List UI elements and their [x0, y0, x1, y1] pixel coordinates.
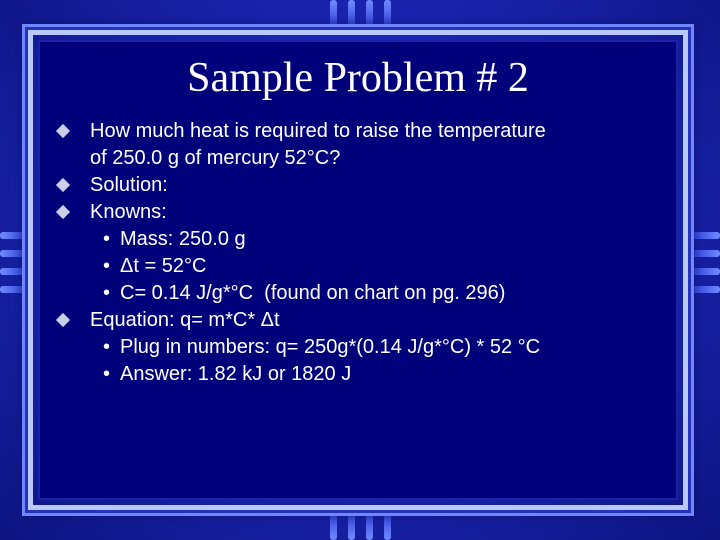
- slide-title: Sample Problem # 2: [187, 55, 529, 101]
- sub-bullet-text: Δt = 52°C: [120, 255, 207, 277]
- sub-bullet-answer: [56, 361, 666, 388]
- sub-bullet-delta-t: [56, 253, 666, 280]
- sub-bullet-text: Plug in numbers: q= 250g*(0.14 J/g*°C) * 52 °C: [120, 336, 541, 358]
- stripe-right-1: [690, 232, 720, 239]
- sub-bullet-text: Answer: 1.82 kJ or 1820 J: [120, 363, 352, 385]
- stripe-top-4: [384, 0, 391, 30]
- diamond-bullet-icon: [56, 178, 70, 192]
- stripe-top-3: [366, 0, 373, 30]
- sub-bullet-mass: [56, 226, 666, 253]
- stripe-right-2: [690, 250, 720, 257]
- stripe-top-1: [330, 0, 337, 30]
- dot-bullet-icon: •: [103, 363, 111, 385]
- bullet-text: Knowns:: [90, 201, 167, 223]
- stripe-top-2: [348, 0, 355, 30]
- sub-bullet-plug-in: [56, 334, 666, 361]
- stripe-left-2: [0, 250, 30, 257]
- bullet-knowns: [56, 199, 666, 226]
- stripe-bottom-3: [366, 510, 373, 540]
- dot-bullet-icon: •: [103, 255, 111, 277]
- bullet-text: of 250.0 g of mercury 52°C?: [90, 147, 341, 169]
- stripe-left-1: [0, 232, 30, 239]
- sub-bullet-text: C= 0.14 J/g*°C (found on chart on pg. 296): [120, 282, 506, 304]
- bullet-solution: [56, 172, 666, 199]
- dot-bullet-icon: •: [103, 282, 111, 304]
- stripe-right-4: [690, 286, 720, 293]
- bullet-text: Solution:: [90, 174, 168, 196]
- slide-content: [56, 118, 666, 388]
- stripe-bottom-1: [330, 510, 337, 540]
- dot-bullet-icon: •: [103, 228, 111, 250]
- stripe-left-4: [0, 286, 30, 293]
- bullet-question: [56, 118, 666, 145]
- diamond-bullet-icon: [56, 205, 70, 219]
- dot-bullet-icon: •: [103, 336, 111, 358]
- stripe-right-3: [690, 268, 720, 275]
- bullet-equation: [56, 307, 666, 334]
- bullet-text: How much heat is required to raise the temperature: [90, 120, 546, 142]
- sub-bullet-specific-heat: [56, 280, 666, 307]
- stripe-bottom-4: [384, 510, 391, 540]
- bullet-question-continued: [56, 145, 666, 172]
- sub-bullet-text: Mass: 250.0 g: [120, 228, 246, 250]
- stripe-left-3: [0, 268, 30, 275]
- stripe-bottom-2: [348, 510, 355, 540]
- diamond-bullet-icon: [56, 313, 70, 327]
- diamond-bullet-icon: [56, 124, 70, 138]
- bullet-text: Equation: q= m*C* Δt: [90, 309, 280, 331]
